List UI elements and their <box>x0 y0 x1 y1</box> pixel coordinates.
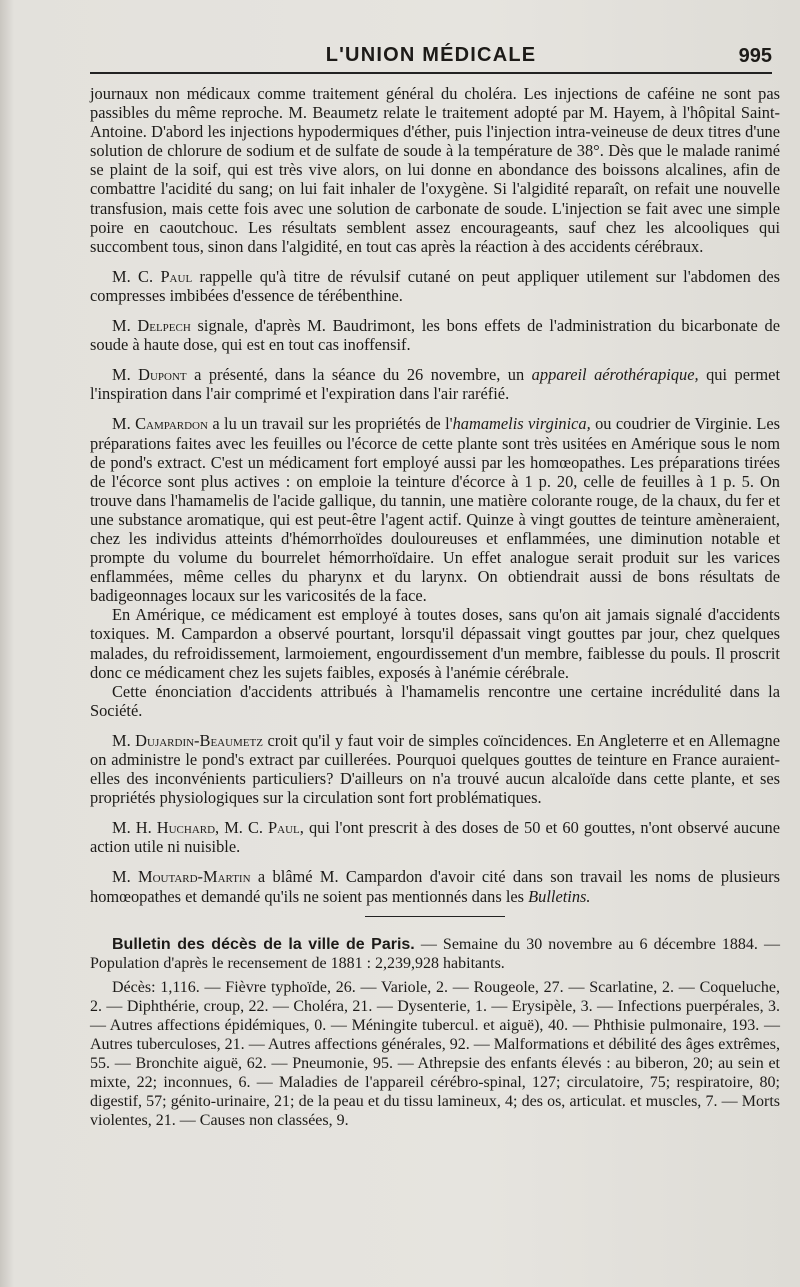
speaker-name: M. C. Paul <box>112 266 193 286</box>
paragraph-text: rappelle qu'à titre de révulsif cutané on peut appliquer utilement sur l'abdomen des compresses imbibées d'essence de térébenthine. <box>90 266 780 305</box>
paragraph-text: Cette énonciation d'accidents attribués à l'hamamelis rencontre une certaine incrédulité dans la Société. <box>90 681 780 720</box>
paragraph <box>90 414 780 605</box>
italic-term: hamamelis virginica, <box>452 414 591 434</box>
italic-term: Bulletins. <box>528 886 591 906</box>
page-number: 995 <box>738 45 772 67</box>
bulletin-deaths <box>90 978 780 1130</box>
paragraph <box>90 267 780 305</box>
bulletin-subheading: — Semaine du 30 novembre au 6 décembre 1884. — Population d'après le recensement de 1881 : 2,239,928 habitants. <box>90 936 780 973</box>
death-bulletin <box>90 935 780 1130</box>
page-header <box>90 44 772 74</box>
running-title: L'UNION MÉDICALE <box>325 44 537 66</box>
section-divider <box>365 916 505 918</box>
speaker-name: M. H. Huchard, M. C. Paul, <box>112 818 304 838</box>
paragraph-text: En Amérique, ce médicament est employé à toutes doses, sans qu'on ait jamais signalé d'accidents toxiques. M. Campardon a observé pourtant, lorsqu'il dépassait vingt gouttes par jour, chez quelques malades, du refroidissement, larmoiement, engourdissement d'un membre, faiblesse du pouls. Il proscrit donc ce médicament chez les sujets faibles, exposés à l'anémie cérébrale. <box>90 605 780 682</box>
paragraph-text: journaux non médicaux comme traitement général du choléra. Les injections de caféine ne sont pas passibles du même reproche. M. Beaumetz relate le traitement adopté par M. Hayem, à l'hôpital Saint-Antoine. D'abord les injections hypodermiques d'éther, puis l'injection intra-veineuse de deux titres d'une solution de chlorure de sodium et de sulfate de soude à la température de 38°. Dès que le malade ranimé se plaint de la soif, qui est très vive alors, on lui donne en abondance des boissons alcalines, afin de combattre l'acidité du sang; on lui fait inhaler de l'oxygène. Si l'algidité reparaît, on refait une nouvelle transfusion, mais cette fois avec une solution de carbonate de soude. L'injection se fait avec une simple poire en caoutchouc. Les résultats semblent assez encourageants, sauf chez les alcooliques qui succombent tous, sinon dans l'algidité, en tout cas après la réaction à des accidents cérébraux. <box>90 84 780 256</box>
paragraph-text: croit qu'il y faut voir de simples coïncidences. En Angleterre et en Allemagne on administre le pond's extract par cuillerées. Pourquoi quelques gouttes de teinture en France auraient-elles des inconvénients particuliers? D'ailleurs on n'a trouvé aucun alcaloïde dans cette plante, et ses propriétés physiologiques sur la circulation sont fort problématiques. <box>90 730 780 808</box>
paragraph-text: a lu un travail sur les propriétés de l' <box>207 414 453 434</box>
paragraph <box>90 731 780 807</box>
paragraph <box>90 867 780 905</box>
paragraph <box>90 84 780 256</box>
header-rule <box>90 72 772 74</box>
paragraph-text: a présenté, dans la séance du 26 novembre, un <box>186 365 532 385</box>
paragraph <box>90 605 780 681</box>
paragraph-text: qui l'ont prescrit à des doses de 50 et 60 gouttes, n'ont observé aucune action utile ni nuisible. <box>90 818 781 857</box>
bulletin-heading: Bulletin des décès de la ville de Paris. <box>112 936 415 954</box>
article-body <box>90 84 780 1130</box>
speaker-name: M. Delpech <box>112 316 191 336</box>
paragraph-text: ou coudrier de Virginie. Les préparations faites avec les feuilles ou l'écorce de cette plante sont très usitées en Amérique sous le nom de pond's extract. C'est un médicament fort employé aussi par les homœopathes. Les préparations tirées de l'écorce sont plus actives : on emploie la teinture d'écorce à 1 p. 20, celle de feuilles à 1 p. 5. On trouve dans l'hamamelis de l'acide gallique, du tannin, une matière colorante rouge, de la chaux, du fer et une substance aromatique, qui est peut-être l'agent actif. Quinze à vingt gouttes de teinture amèneraient, chez les individus atteints d'hémorrhoïdes douloureuses et enflammées, une diminution notable et prompte du volume du bourrelet hémorrhoïdaire. Un effet analogue serait produit sur les varices enflammées, même celles du pharynx et du larynx. On obtiendrait aussi de bons résultats de badigeonnages locaux sur les varicosités de la face. <box>90 414 780 606</box>
paragraph-text: qui permet l'inspiration dans l'air comprimé et l'expiration dans l'air raréfié. <box>90 365 781 404</box>
paragraph <box>90 682 780 720</box>
paragraph-text: signale, d'après M. Baudrimont, les bons effets de l'administration du bicarbonate de soude à haute dose, qui est en tout cas inoffensif. <box>90 316 780 355</box>
paragraph <box>90 818 780 856</box>
speaker-name: M. Dupont <box>112 365 187 385</box>
paragraph-text: a blâmé M. Campardon d'avoir cité dans son travail les noms de plusieurs homœopathes et demandé qu'ils ne soient pas mentionnés dans les <box>90 867 781 906</box>
bulletin-heading-paragraph <box>90 935 780 973</box>
speaker-name: M. Moutard-Martin <box>112 867 251 887</box>
paragraph <box>90 316 780 354</box>
paragraph <box>90 365 780 403</box>
italic-term: appareil aérothérapique, <box>531 365 699 385</box>
speaker-name: M. Campardon <box>112 414 208 434</box>
speaker-name: M. Dujardin-Beaumetz <box>112 730 263 750</box>
bulletin-deaths-text: Décès: 1,116. — Fièvre typhoïde, 26. — Variole, 2. — Rougeole, 27. — Scarlatine, 2. — Coqueluche, 2. — Diphthérie, croup, 22. — Choléra, 21. — Dysenterie, 1. — Erysipèle, 3. — Infections puerpérales, 3. — Autres affections épidémiques, 0. — Méningite tubercul. et aiguë), 40. — Phthisie pulmonaire, 193. — Autres tuberculoses, 21. — Autres affections générales, 92. — Malformations et débilité des âges extrêmes, 55. — Bronchite aiguë, 62. — Pneumonie, 95. — Athrepsie des enfants élevés : au biberon, 20; au sein et mixte, 22; inconnues, 6. — Maladies de l'appareil cérébro-spinal, 127; circulatoire, 75; respiratoire, 80; digestif, 57; génito-urinaire, 21; de la peau et du tissu lamineux, 4; des os, articulat. et muscles, 7. — Morts violentes, 21. — Causes non classées, 9. <box>90 979 780 1130</box>
